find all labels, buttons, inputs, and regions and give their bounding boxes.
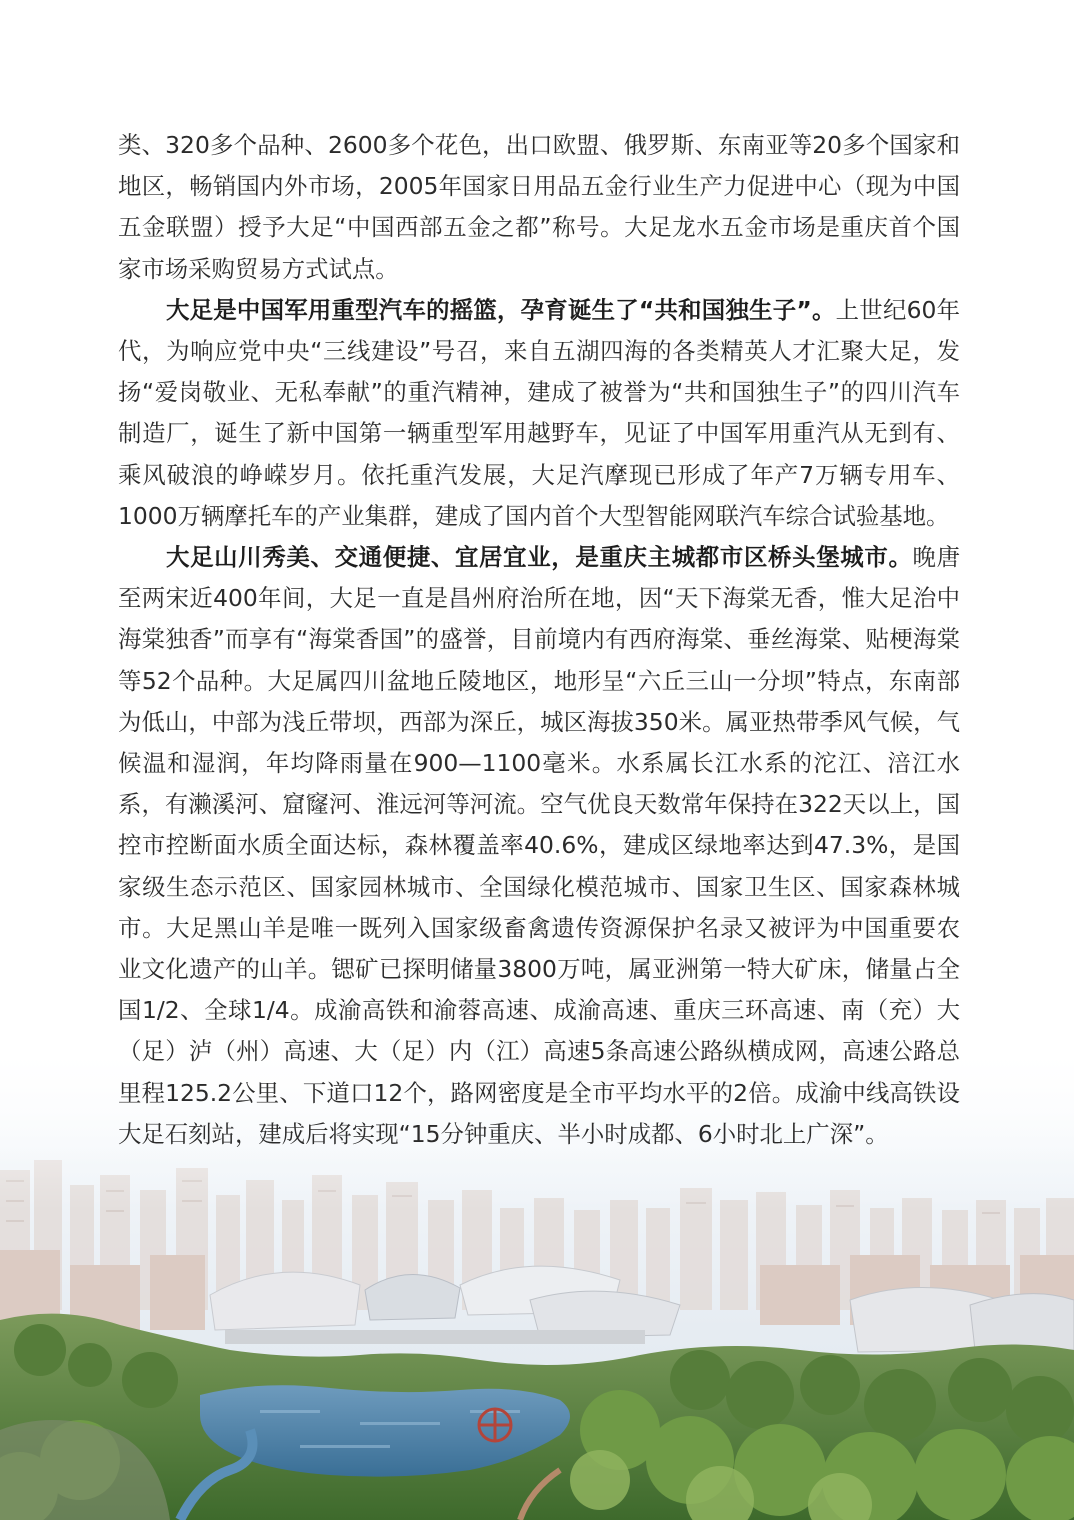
paragraph-3-text: 晚唐至两宋近400年间，大足一直是昌州府治所在地，因“天下海棠无香，惟大足治中海棠独香”而享有“海棠香国”的盛誉，目前境内有西府海棠、垂丝海棠、贴梗海棠等52个品种。大足属四川盆地丘陵地区，地形呈“六丘三山一分坝”特点，东南部为低山，中部为浅丘带坝，西部为深丘，城区海拔350米。属亚热带季风气候，气候温和湿润，年均降雨量在900—1100毫米。水系属长江水系的沱江、涪江水系，有濑溪河、窟窿河、淮远河等河流。空气优良天数常年保持在322天以上，国控市控断面水质全面达标，森林覆盖率40.6%，建成区绿地率达到47.3%，是国家级生态示范区、国家园林城市、全国绿化模范城市、国家卫生区、国家森林城市。大足黑山羊是唯一既列入国家级畜禽遗传资源保护名录又被评为中国重要农业文化遗产的山羊。锶矿已探明储量3800万吨，属亚洲第一特大矿床，储量占全国1/2、全球1/4。成渝高铁和渝蓉高速、成渝高速、重庆三环高速、南（充）大（足）泸（州）高速、大（足）内（江）高速5条高速公路纵横成网，高速公路总里程125.2公里、下道口12个，路网密度是全市平均水平的2倍。成渝中线高铁设大足石刻站，建成后将实现“15分钟重庆、半小时成都、6小时北上广深”。 (118, 543, 961, 1148)
paragraph-2 (118, 290, 960, 537)
paragraph-3-lead: 大足山川秀美、交通便捷、宜居宜业，是重庆主城都市区桥头堡城市。 (166, 543, 913, 572)
paragraph-3 (118, 537, 960, 1155)
paragraph-1 (118, 125, 960, 290)
paragraph-2-text: 上世纪60年代，为响应党中央“三线建设”号召，来自五湖四海的各类精英人才汇聚大足，发扬“爱岗敬业、无私奉献”的重汽精神，建成了被誉为“共和国独生子”的四川汽车制造厂，诞生了新中国第一辆重型军用越野车，见证了中国军用重汽从无到有、乘风破浪的峥嵘岁月。依托重汽发展，大足汽摩现已形成了年产7万辆专用车、1000万辆摩托车的产业集群，建成了国内首个大型智能网联汽车综合试验基地。 (118, 295, 960, 530)
paragraph-1-text: 类、320多个品种、2600多个花色，出口欧盟、俄罗斯、东南亚等20多个国家和地区，畅销国内外市场，2005年国家日用品五金行业生产力促进中心（现为中国五金联盟）授予大足“中国西部五金之都”称号。大足龙水五金市场是重庆首个国家市场采购贸易方式试点。 (118, 131, 960, 283)
paragraph-2-lead: 大足是中国军用重型汽车的摇篮，孕育诞生了“共和国独生子”。 (166, 295, 836, 324)
document-body (118, 125, 960, 1155)
